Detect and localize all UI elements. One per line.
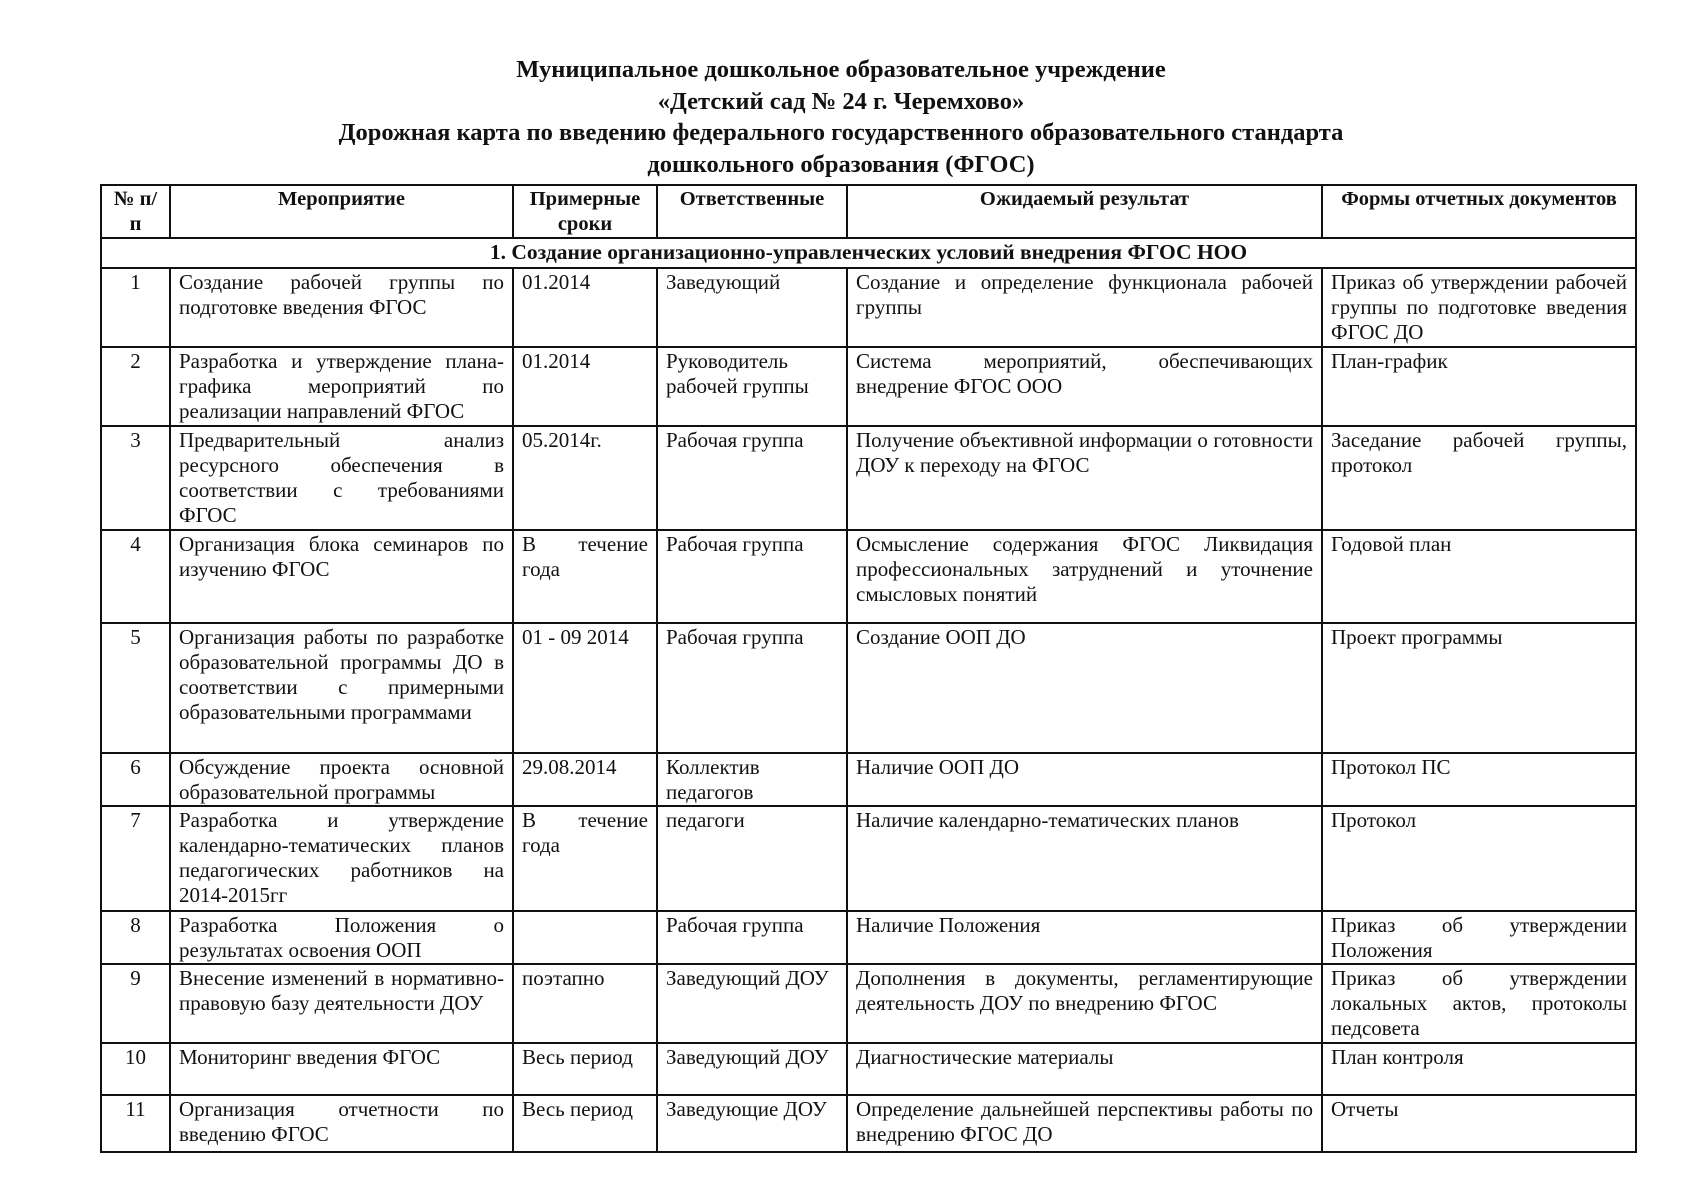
- cell-dates: 01 - 09 2014: [513, 623, 657, 753]
- cell-dates: Весь период: [513, 1043, 657, 1095]
- cell-docs: Приказ об утверждении локальных актов, протоколы педсовета: [1322, 964, 1636, 1043]
- cell-responsible: Заведующий ДОУ: [657, 1043, 847, 1095]
- cell-dates: поэтапно: [513, 964, 657, 1043]
- cell-event: Организация блока семинаров по изучению ФГОС: [170, 530, 513, 623]
- cell-responsible: Заведующий ДОУ: [657, 964, 847, 1043]
- cell-num: 1: [101, 268, 170, 347]
- cell-result: Дополнения в документы, регламентирующие деятельность ДОУ по внедрению ФГОС: [847, 964, 1322, 1043]
- cell-responsible: Заведующие ДОУ: [657, 1095, 847, 1152]
- cell-responsible: Коллектив педагогов: [657, 753, 847, 806]
- roadmap-title-continued: дошкольного образования (ФГОС): [647, 150, 1035, 178]
- table-header-row: [101, 185, 1636, 238]
- kindergarten-name: «Детский сад № 24 г. Черемхово»: [657, 87, 1025, 115]
- cell-dates: В течение года: [513, 806, 657, 911]
- cell-dates: 05.2014г.: [513, 426, 657, 530]
- cell-event: Создание рабочей группы по подготовке введения ФГОС: [170, 268, 513, 347]
- cell-docs: План контроля: [1322, 1043, 1636, 1095]
- section-row: [101, 238, 1636, 268]
- table-row: [101, 753, 1636, 806]
- cell-num: 3: [101, 426, 170, 530]
- cell-docs: Приказ об утверждении рабочей группы по подготовке введения ФГОС ДО: [1322, 268, 1636, 347]
- cell-result: Наличие ООП ДО: [847, 753, 1322, 806]
- cell-dates: 01.2014: [513, 268, 657, 347]
- table-row: [101, 964, 1636, 1043]
- table-row: [101, 268, 1636, 347]
- cell-responsible: педагоги: [657, 806, 847, 911]
- column-header-event: Мероприятие: [170, 185, 513, 238]
- cell-event: Организация работы по разработке образовательной программы ДО в соответствии с примерными образовательными программами: [170, 623, 513, 753]
- cell-num: 10: [101, 1043, 170, 1095]
- cell-dates: [513, 911, 657, 964]
- column-header-responsible: Ответственные: [657, 185, 847, 238]
- cell-event: Внесение изменений в нормативно-правовую базу деятельности ДОУ: [170, 964, 513, 1043]
- cell-event: Разработка и утверждение календарно-тематических планов педагогических работников на 2014-2015гг: [170, 806, 513, 911]
- cell-result: Осмысление содержания ФГОС Ликвидация профессиональных затруднений и уточнение смысловых понятий: [847, 530, 1322, 623]
- cell-responsible: Заведующий: [657, 268, 847, 347]
- cell-responsible: Рабочая группа: [657, 530, 847, 623]
- cell-result: Система мероприятий, обеспечивающих внедрение ФГОС ООО: [847, 347, 1322, 426]
- cell-event: Организация отчетности по введению ФГОС: [170, 1095, 513, 1152]
- cell-event: Мониторинг введения ФГОС: [170, 1043, 513, 1095]
- cell-docs: Приказ об утверждении Положения: [1322, 911, 1636, 964]
- cell-result: Создание ООП ДО: [847, 623, 1322, 753]
- cell-num: 9: [101, 964, 170, 1043]
- table-row: [101, 426, 1636, 530]
- column-header-dates: Примерные сроки: [513, 185, 657, 238]
- cell-num: 6: [101, 753, 170, 806]
- cell-result: Наличие Положения: [847, 911, 1322, 964]
- cell-dates: 01.2014: [513, 347, 657, 426]
- column-header-docs: Формы отчетных документов: [1322, 185, 1636, 238]
- cell-num: 11: [101, 1095, 170, 1152]
- cell-num: 8: [101, 911, 170, 964]
- cell-event: Разработка и утверждение плана-графика мероприятий по реализации направлений ФГОС: [170, 347, 513, 426]
- cell-result: Создание и определение функционала рабочей группы: [847, 268, 1322, 347]
- table-row: [101, 806, 1636, 911]
- cell-docs: Отчеты: [1322, 1095, 1636, 1152]
- cell-docs: План-график: [1322, 347, 1636, 426]
- cell-responsible: Руководитель рабочей группы: [657, 347, 847, 426]
- roadmap-title: Дорожная карта по введению федерального государственного образовательного стандарта: [338, 119, 1344, 146]
- column-header-num: № п/п: [101, 185, 170, 238]
- cell-responsible: Рабочая группа: [657, 911, 847, 964]
- roadmap-table: [100, 184, 1637, 1153]
- cell-event: Разработка Положения о результатах освоения ООП: [170, 911, 513, 964]
- cell-docs: Протокол ПС: [1322, 753, 1636, 806]
- table-row: [101, 1095, 1636, 1152]
- cell-dates: Весь период: [513, 1095, 657, 1152]
- cell-result: Наличие календарно-тематических планов: [847, 806, 1322, 911]
- cell-docs: Проект программы: [1322, 623, 1636, 753]
- cell-result: Диагностические материалы: [847, 1043, 1322, 1095]
- cell-result: Получение объективной информации о готовности ДОУ к переходу на ФГОС: [847, 426, 1322, 530]
- cell-result: Определение дальнейшей перспективы работы по внедрению ФГОС ДО: [847, 1095, 1322, 1152]
- cell-docs: Заседание рабочей группы, протокол: [1322, 426, 1636, 530]
- cell-num: 5: [101, 623, 170, 753]
- cell-num: 4: [101, 530, 170, 623]
- cell-responsible: Рабочая группа: [657, 623, 847, 753]
- column-header-result: Ожидаемый результат: [847, 185, 1322, 238]
- cell-event: Обсуждение проекта основной образовательной программы: [170, 753, 513, 806]
- table-row: [101, 1043, 1636, 1095]
- cell-responsible: Рабочая группа: [657, 426, 847, 530]
- cell-dates: В течение года: [513, 530, 657, 623]
- cell-num: 7: [101, 806, 170, 911]
- table-row: [101, 347, 1636, 426]
- cell-event: Предварительный анализ ресурсного обеспечения в соответствии с требованиями ФГОС: [170, 426, 513, 530]
- institution-name: Муниципальное дошкольное образовательное учреждение: [516, 56, 1166, 83]
- table-row: [101, 530, 1636, 623]
- cell-num: 2: [101, 347, 170, 426]
- cell-docs: Протокол: [1322, 806, 1636, 911]
- table-row: [101, 623, 1636, 753]
- cell-docs: Годовой план: [1322, 530, 1636, 623]
- table-row: [101, 911, 1636, 964]
- section-title: 1. Создание организационно-управленческих условий внедрения ФГОС НОО: [101, 238, 1636, 268]
- cell-dates: 29.08.2014: [513, 753, 657, 806]
- document-header: [0, 54, 1682, 180]
